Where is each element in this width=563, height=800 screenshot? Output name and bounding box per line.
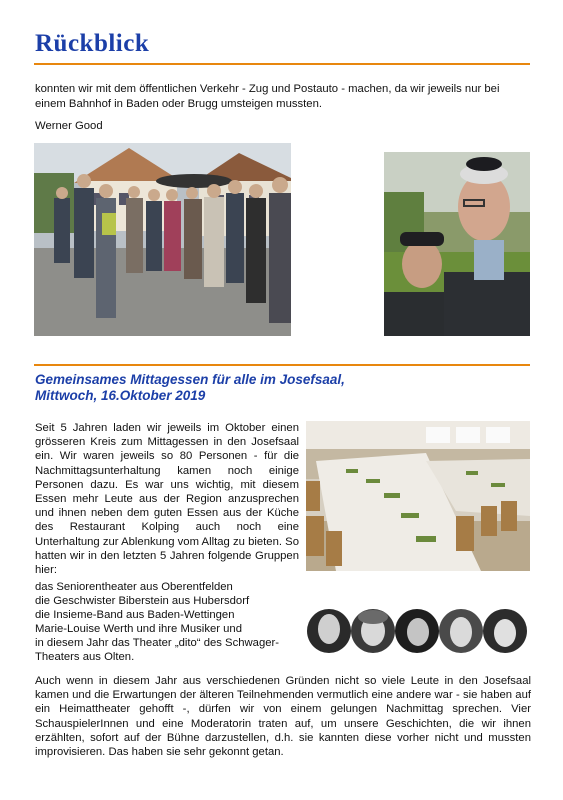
two-men-portrait-photo bbox=[384, 152, 530, 336]
list-item: Marie-Louise Werth und ihre Musiker und bbox=[35, 622, 242, 635]
closing-paragraph: Auch wenn in diesem Jahr aus verschiedenen Gründen nicht so viele Leute in den Josefsaal kamen und die Erwartungen der älteren Teilnehmenden vermutlich eine andere war - sie haben auf ein Heimattheater gehofft -, dürfen wir von einem gelungen Nachmittag sprechen. Vier SchauspielerInnen und eine Moderatorin traten auf, um unsere Geschichten, die wir ihnen erzählten, sofort auf der Bühne darzustellen, d.h. sie kannten diese vorher nicht und mussten improvisieren. Das haben sie sehr gekonnt getan. bbox=[35, 675, 531, 759]
group-outing-photo bbox=[34, 143, 291, 336]
list-item: die Geschwister Biberstein aus Hubersdorf bbox=[35, 594, 250, 607]
section-divider bbox=[34, 364, 530, 366]
event-heading-date: Mittwoch, 16.Oktober 2019 bbox=[35, 388, 206, 403]
list-item: in diesem Jahr das Theater „dito“ des Schwager- bbox=[35, 636, 280, 649]
list-item: die Insieme-Band aus Baden-Wettingen bbox=[35, 608, 235, 621]
event-paragraph: Seit 5 Jahren laden wir jeweils im Oktober einen grösseren Kreis zum Mittagessen in den Josefsaal ein. Wir waren jeweils so 80 Personen - für die Nachmittagsunterhaltung kamen noch einige Personen dazu. Es war uns wichtig, mit diesem Essen mehr Leute aus der Region anzusprechen und ihnen neben dem guten Essen aus der Küche des Restaurant Kolping auch noch eine Unterhaltung zur Ablenkung vom Alltag zu bieten. So hatten wir in den letzten 5 Jahren folgende Gruppen hier: bbox=[35, 422, 299, 577]
event-heading-title: Gemeinsames Mittagessen für alle im Josefsaal, bbox=[35, 372, 345, 387]
page-title: Rückblick bbox=[35, 30, 150, 57]
list-item: Theaters aus Olten. bbox=[35, 650, 135, 663]
list-item: das Seniorentheater aus Oberentfelden bbox=[35, 581, 233, 593]
title-divider bbox=[34, 63, 530, 65]
performer-groups-list bbox=[35, 581, 305, 664]
event-heading bbox=[35, 372, 531, 404]
intro-paragraph: konnten wir mit dem öffentlichen Verkehr - Zug und Postauto - machen, da wir jeweils nur bei einem Bahnhof in Baden oder Brugg umsteigen mussten. bbox=[35, 83, 500, 110]
dining-hall-photo bbox=[306, 421, 530, 571]
actor-portraits-photo bbox=[307, 599, 529, 663]
author-signature: Werner Good bbox=[35, 120, 103, 132]
